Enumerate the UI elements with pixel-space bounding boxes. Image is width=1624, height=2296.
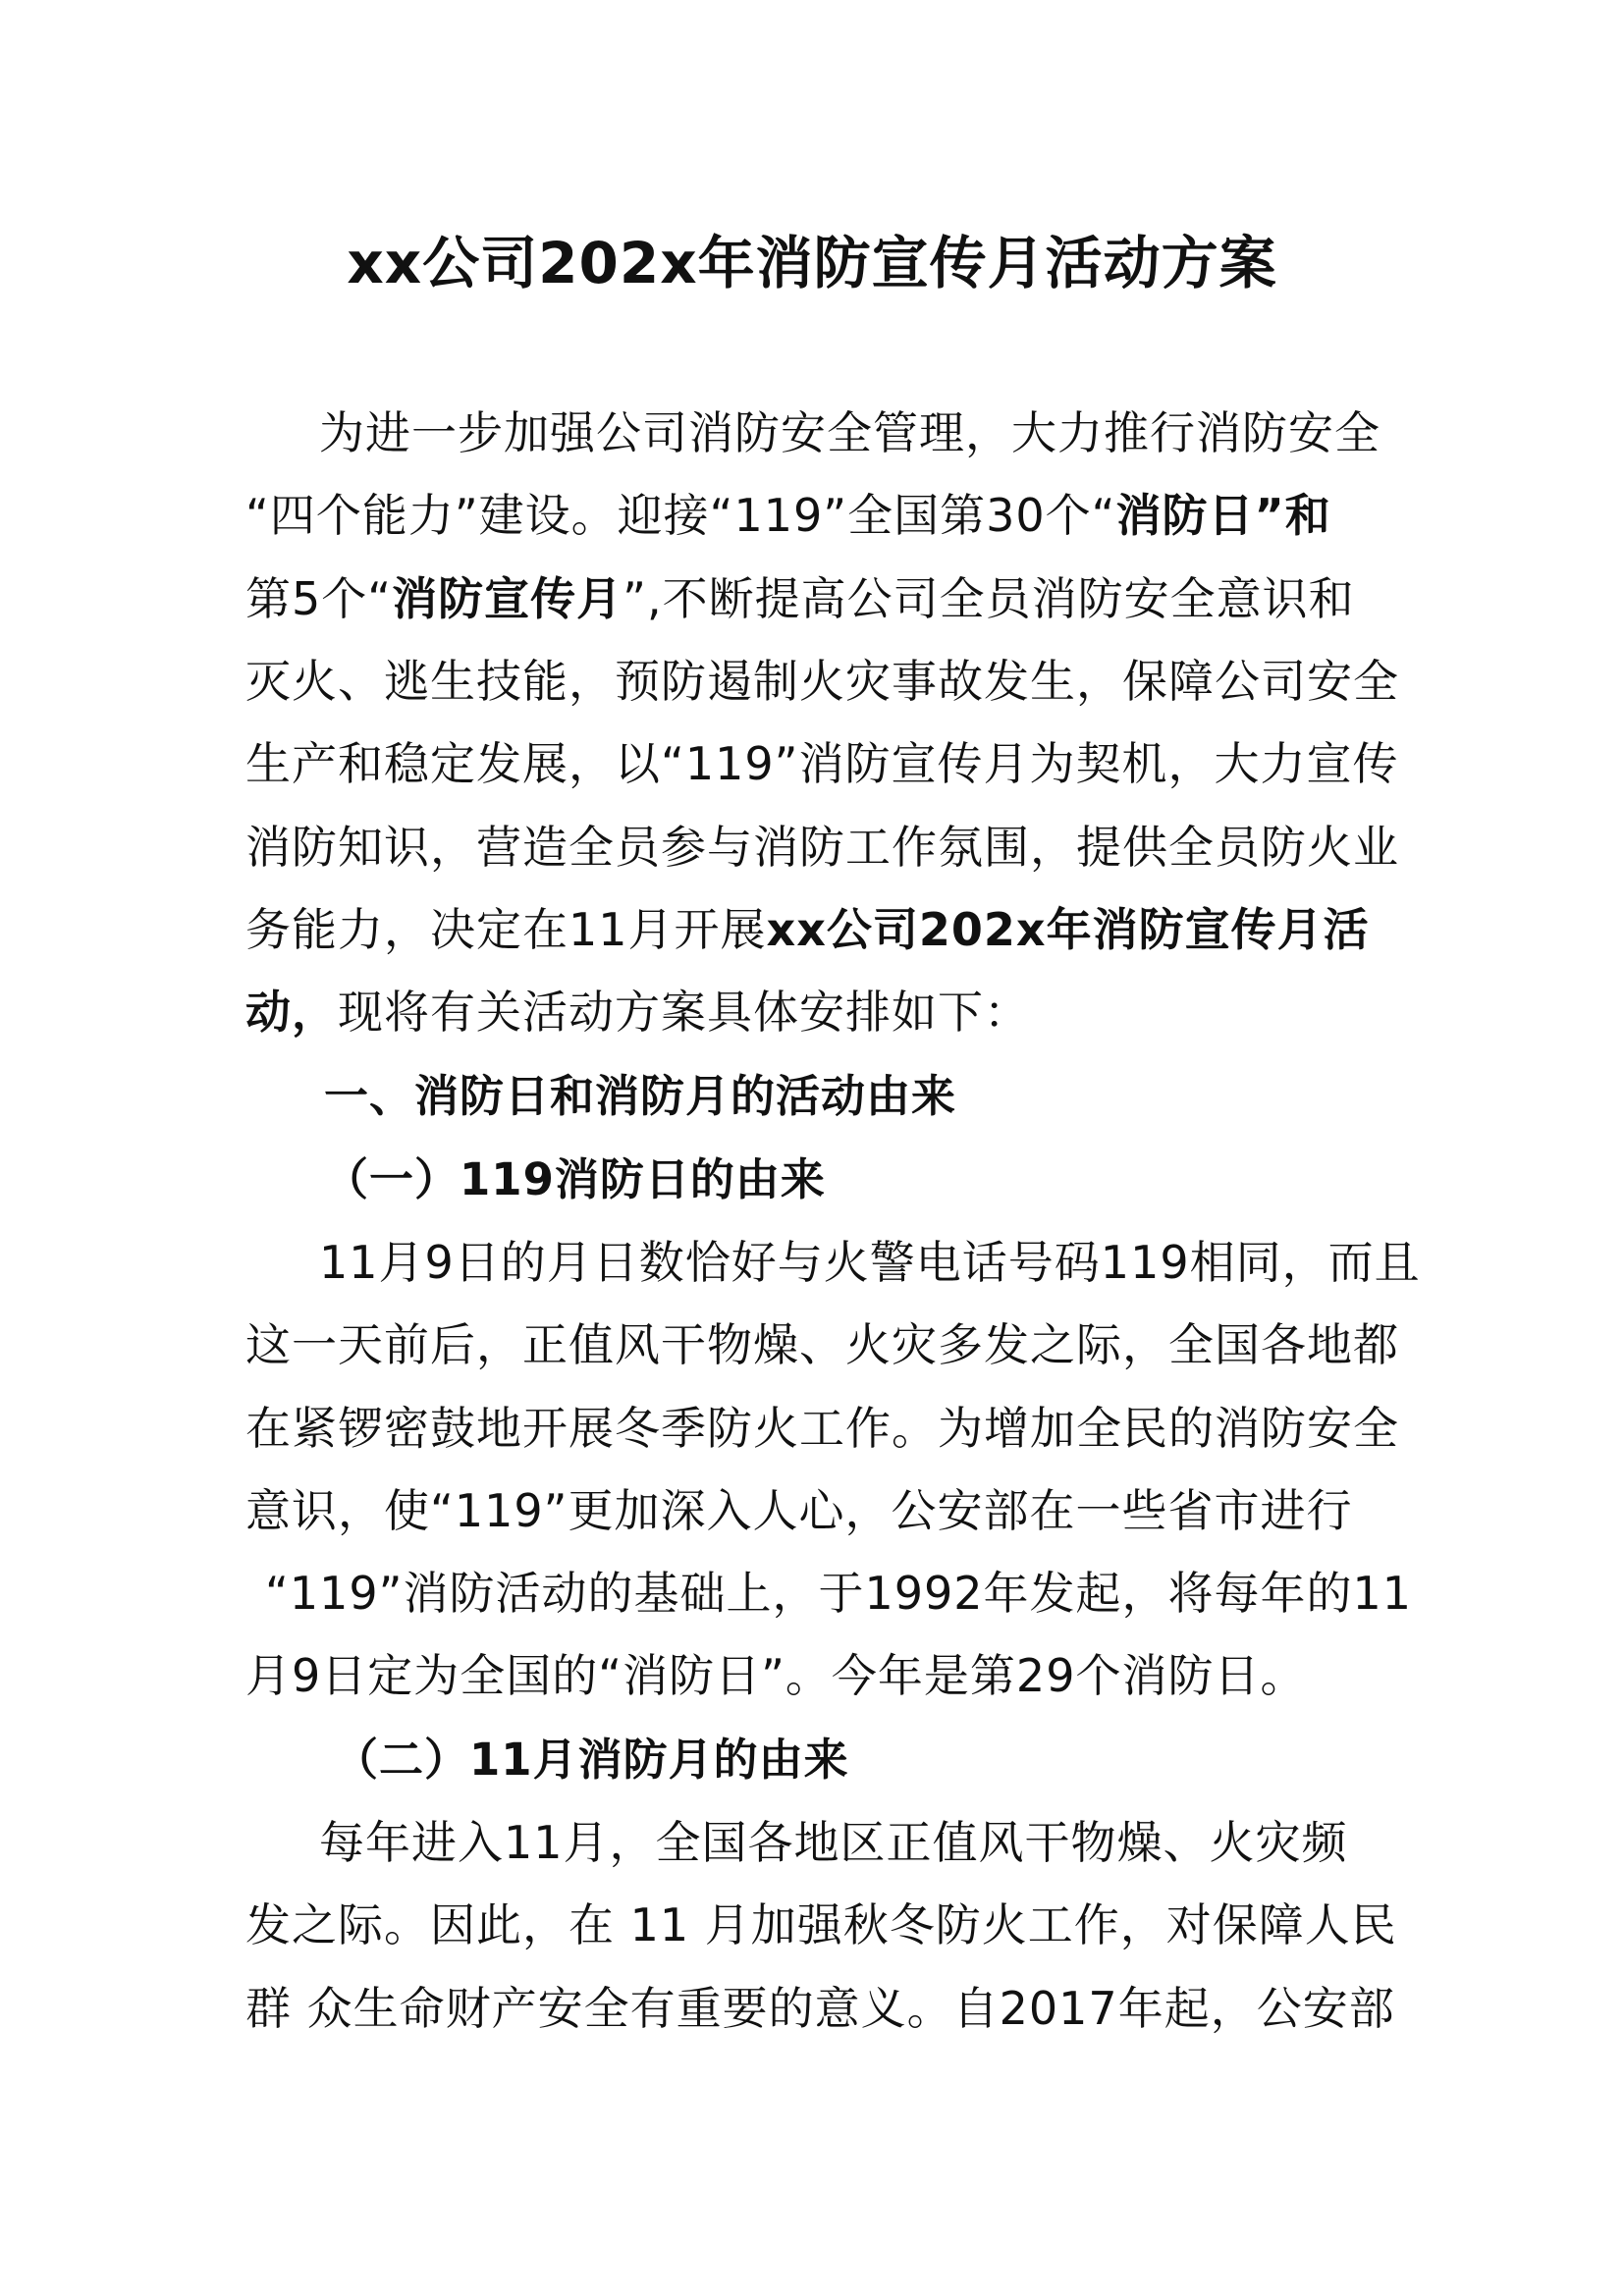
intro-line-2: [245, 486, 1331, 545]
intro-line-2-text: “四个能力”建设。迎接“119”全国第30个“: [245, 489, 1116, 542]
sub2-line-3: 群 众生命财产安全有重要的意义。自2017年起，公安部: [245, 1982, 1395, 2035]
document-title: xx公司202x年消防宣传月活动方案: [347, 230, 1277, 296]
intro-line-7: [245, 900, 1370, 959]
intro-line-2-bold: 消防日: [1115, 489, 1255, 542]
intro-line-4: 灭火、逃生技能，预防遏制火灾事故发生，保障公司安全: [245, 655, 1399, 708]
sub1-line-3: 在紧锣密鼓地开展冬季防火工作。为增加全民的消防安全: [245, 1402, 1399, 1455]
intro-line-8-text: 现将有关活动方案具体安排如下：: [338, 986, 1030, 1039]
intro-line-8-bold: 动，: [245, 986, 338, 1039]
sub2-line-1: 每年进入11月，全国各地区正值风干物燥、火灾频: [319, 1816, 1348, 1869]
subsection-1-heading: （一）119消防日的由来: [324, 1153, 826, 1205]
sub1-line-4: 意识，使“119”更加深入人心，公安部在一些省市进行: [245, 1484, 1353, 1537]
intro-line-7-text: 务能力，决定在11月开展: [245, 903, 767, 956]
subsection-2-heading: （二）11月消防月的由来: [334, 1734, 849, 1786]
sub2-line-2: 发之际。因此，在 11 月加强秋冬防火工作，对保障人民: [245, 1898, 1397, 1951]
intro-line-6: 消防知识，营造全员参与消防工作氛围，提供全员防火业: [245, 821, 1399, 874]
intro-line-2-quote: ”和: [1254, 489, 1331, 542]
intro-line-8: [245, 983, 1030, 1041]
sub1-line-2: 这一天前后，正值风干物燥、火灾多发之际，全国各地都: [245, 1318, 1399, 1371]
section-1-heading: 一、消防日和消防月的活动由来: [324, 1070, 957, 1122]
intro-line-3-bold: 消防宣传月: [392, 572, 623, 625]
intro-line-5: 生产和稳定发展，以“119”消防宣传月为契机，大力宣传: [245, 737, 1399, 790]
intro-line-3: [245, 569, 1355, 628]
sub1-line-6: 月9日定为全国的“消防日”。今年是第29个消防日。: [245, 1649, 1307, 1702]
sub1-line-5: “119”消防活动的基础上，于1992年发起，将每年的11: [265, 1567, 1413, 1620]
intro-line-1: 为进一步加强公司消防安全管理，大力推行消防安全: [319, 406, 1380, 459]
intro-line-3-rest: ”,不断提高公司全员消防安全意识和: [623, 572, 1355, 625]
intro-line-7-bold: xx公司202x年消防宣传月活: [766, 903, 1370, 956]
intro-line-3-text: 第5个“: [245, 572, 393, 625]
sub1-line-1: 11月9日的月日数恰好与火警电话号码119相同，而且: [319, 1236, 1421, 1289]
